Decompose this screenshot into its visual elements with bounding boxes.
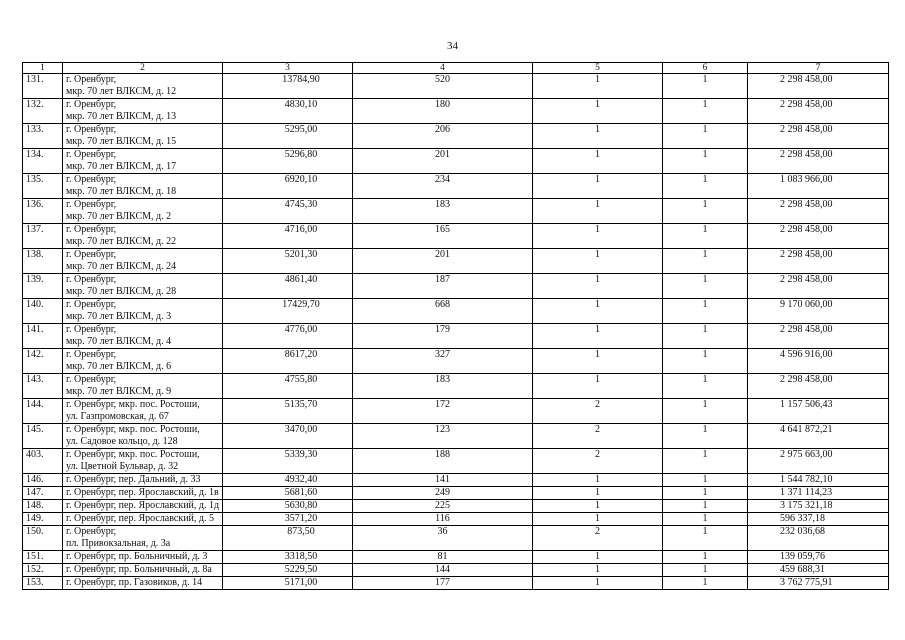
address-line-1: г. Оренбург, пр. Больничный, д. 8а	[66, 564, 212, 575]
column-6-cell: 1	[663, 199, 748, 224]
table-row	[23, 299, 889, 324]
column-5-cell: 1	[533, 274, 663, 299]
address-cell	[63, 149, 223, 174]
column-5-cell: 2	[533, 449, 663, 474]
address-cell	[63, 174, 223, 199]
address-line-2: ул. Садовое кольцо, д. 128	[66, 436, 178, 447]
sum-cell: 232 036,68	[748, 526, 889, 551]
address-cell	[63, 399, 223, 424]
sum-cell: 2 298 458,00	[748, 374, 889, 399]
row-number: 150.	[23, 526, 63, 551]
column-5-cell: 1	[533, 500, 663, 513]
table-row	[23, 424, 889, 449]
sum-cell: 2 298 458,00	[748, 199, 889, 224]
area-cell: 4830,10	[223, 99, 353, 124]
column-5-cell: 1	[533, 349, 663, 374]
column-6-cell: 1	[663, 424, 748, 449]
address-line-2: пл. Привокзальная, д. 3а	[66, 538, 171, 549]
count-cell: 668	[353, 299, 533, 324]
sum-cell: 2 298 458,00	[748, 149, 889, 174]
area-cell: 4861,40	[223, 274, 353, 299]
column-5-cell: 1	[533, 174, 663, 199]
page-number: 34	[447, 40, 458, 52]
count-cell: 81	[353, 551, 533, 564]
address-line-2: мкр. 70 лет ВЛКСМ, д. 22	[66, 236, 177, 247]
table-row	[23, 99, 889, 124]
address-line-2: мкр. 70 лет ВЛКСМ, д. 24	[66, 261, 177, 272]
address-line-1: г. Оренбург,	[66, 99, 117, 110]
row-number: 151.	[23, 551, 63, 564]
count-cell: 201	[353, 149, 533, 174]
address-line-1: г. Оренбург,	[66, 324, 117, 335]
sum-cell: 1 083 966,00	[748, 174, 889, 199]
address-line-1: г. Оренбург,	[66, 526, 117, 537]
address-line-1: г. Оренбург,	[66, 274, 117, 285]
address-line-1: г. Оренбург,	[66, 249, 117, 260]
table-row	[23, 551, 889, 564]
address-cell	[63, 374, 223, 399]
column-6-cell: 1	[663, 551, 748, 564]
address-cell	[63, 577, 223, 590]
count-cell: 327	[353, 349, 533, 374]
area-cell: 4755,80	[223, 374, 353, 399]
address-line-2: мкр. 70 лет ВЛКСМ, д. 9	[66, 386, 172, 397]
header-row	[23, 63, 889, 74]
area-cell: 3571,20	[223, 513, 353, 526]
area-cell: 8617,20	[223, 349, 353, 374]
address-cell	[63, 99, 223, 124]
column-6-cell: 1	[663, 149, 748, 174]
row-number: 137.	[23, 224, 63, 249]
table-row	[23, 374, 889, 399]
count-cell: 187	[353, 274, 533, 299]
sum-cell: 2 298 458,00	[748, 74, 889, 99]
address-cell	[63, 224, 223, 249]
address-line-1: г. Оренбург,	[66, 199, 117, 210]
row-number: 138.	[23, 249, 63, 274]
sum-cell: 2 298 458,00	[748, 324, 889, 349]
area-cell: 4776,00	[223, 324, 353, 349]
column-5-cell: 1	[533, 299, 663, 324]
column-5-cell: 1	[533, 249, 663, 274]
table-row	[23, 474, 889, 487]
column-6-cell: 1	[663, 274, 748, 299]
area-cell: 5229,50	[223, 564, 353, 577]
address-line-1: г. Оренбург, мкр. пос. Ростоши,	[66, 399, 200, 410]
address-line-2: мкр. 70 лет ВЛКСМ, д. 17	[66, 161, 177, 172]
column-5-cell: 2	[533, 399, 663, 424]
address-cell	[63, 249, 223, 274]
address-line-1: г. Оренбург,	[66, 174, 117, 185]
address-cell	[63, 74, 223, 99]
count-cell: 249	[353, 487, 533, 500]
row-number: 135.	[23, 174, 63, 199]
area-cell: 5171,00	[223, 577, 353, 590]
table-row	[23, 224, 889, 249]
sum-cell: 3 762 775,91	[748, 577, 889, 590]
count-cell: 520	[353, 74, 533, 99]
address-line-2: мкр. 70 лет ВЛКСМ, д. 3	[66, 311, 172, 322]
address-cell	[63, 526, 223, 551]
column-5-cell: 1	[533, 149, 663, 174]
row-number: 403.	[23, 449, 63, 474]
table-row	[23, 199, 889, 224]
column-6-cell: 1	[663, 324, 748, 349]
row-number: 140.	[23, 299, 63, 324]
header-cell-6: 6	[663, 63, 748, 74]
column-6-cell: 1	[663, 526, 748, 551]
count-cell: 36	[353, 526, 533, 551]
sum-cell: 1 544 782,10	[748, 474, 889, 487]
table-row	[23, 513, 889, 526]
address-cell	[63, 424, 223, 449]
address-line-1: г. Оренбург,	[66, 224, 117, 235]
sum-cell: 596 337,18	[748, 513, 889, 526]
sum-cell: 4 596 916,00	[748, 349, 889, 374]
address-cell	[63, 551, 223, 564]
table-row	[23, 149, 889, 174]
area-cell: 5295,00	[223, 124, 353, 149]
area-cell: 3318,50	[223, 551, 353, 564]
table-row	[23, 249, 889, 274]
row-number: 143.	[23, 374, 63, 399]
address-line-1: г. Оренбург, мкр. пос. Ростоши,	[66, 449, 200, 460]
column-6-cell: 1	[663, 124, 748, 149]
count-cell: 177	[353, 577, 533, 590]
count-cell: 225	[353, 500, 533, 513]
table-row	[23, 487, 889, 500]
header-cell-7: 7	[748, 63, 889, 74]
row-number: 145.	[23, 424, 63, 449]
count-cell: 144	[353, 564, 533, 577]
column-5-cell: 2	[533, 526, 663, 551]
address-cell	[63, 199, 223, 224]
address-line-1: г. Оренбург,	[66, 149, 117, 160]
area-cell: 5339,30	[223, 449, 353, 474]
area-cell: 4745,30	[223, 199, 353, 224]
column-6-cell: 1	[663, 577, 748, 590]
area-cell: 5201,30	[223, 249, 353, 274]
address-cell	[63, 487, 223, 500]
area-cell: 5681,60	[223, 487, 353, 500]
column-6-cell: 1	[663, 349, 748, 374]
table-row	[23, 500, 889, 513]
count-cell: 183	[353, 374, 533, 399]
sum-cell: 4 641 872,21	[748, 424, 889, 449]
table-row	[23, 324, 889, 349]
address-line-2: мкр. 70 лет ВЛКСМ, д. 2	[66, 211, 172, 222]
table-row	[23, 274, 889, 299]
address-line-2: мкр. 70 лет ВЛКСМ, д. 6	[66, 361, 172, 372]
address-line-1: г. Оренбург,	[66, 299, 117, 310]
address-line-1: г. Оренбург, пр. Газовиков, д. 14	[66, 577, 203, 588]
count-cell: 201	[353, 249, 533, 274]
sum-cell: 139 059,76	[748, 551, 889, 564]
column-6-cell: 1	[663, 99, 748, 124]
address-line-1: г. Оренбург, пер. Ярославский, д. 1д	[66, 500, 220, 511]
address-line-1: г. Оренбург, пер. Ярославский, д. 5	[66, 513, 214, 524]
count-cell: 116	[353, 513, 533, 526]
sum-cell: 2 298 458,00	[748, 99, 889, 124]
row-number: 134.	[23, 149, 63, 174]
sum-cell: 9 170 060,00	[748, 299, 889, 324]
row-number: 149.	[23, 513, 63, 526]
area-cell: 873,50	[223, 526, 353, 551]
area-cell: 5135,70	[223, 399, 353, 424]
address-line-2: ул. Цветной Бульвар, д. 32	[66, 461, 179, 472]
table-row	[23, 399, 889, 424]
area-cell: 6920,10	[223, 174, 353, 199]
sum-cell: 2 975 663,00	[748, 449, 889, 474]
column-6-cell: 1	[663, 299, 748, 324]
data-table	[22, 62, 889, 590]
address-cell	[63, 449, 223, 474]
header-cell-1: 1	[23, 63, 63, 74]
row-number: 132.	[23, 99, 63, 124]
row-number: 141.	[23, 324, 63, 349]
address-line-1: г. Оренбург, мкр. пос. Ростоши,	[66, 424, 200, 435]
column-6-cell: 1	[663, 564, 748, 577]
column-6-cell: 1	[663, 374, 748, 399]
table-row	[23, 349, 889, 374]
column-5-cell: 1	[533, 124, 663, 149]
address-cell	[63, 349, 223, 374]
address-cell	[63, 474, 223, 487]
table-row	[23, 526, 889, 551]
area-cell: 4932,40	[223, 474, 353, 487]
count-cell: 188	[353, 449, 533, 474]
column-5-cell: 1	[533, 74, 663, 99]
address-cell	[63, 324, 223, 349]
table-body	[23, 74, 889, 590]
column-6-cell: 1	[663, 474, 748, 487]
address-line-2: мкр. 70 лет ВЛКСМ, д. 28	[66, 286, 177, 297]
column-5-cell: 1	[533, 99, 663, 124]
row-number: 131.	[23, 74, 63, 99]
row-number: 152.	[23, 564, 63, 577]
address-line-1: г. Оренбург, пр. Больничный, д. 3	[66, 551, 208, 562]
address-line-2: мкр. 70 лет ВЛКСМ, д. 18	[66, 186, 177, 197]
address-line-1: г. Оренбург, пер. Дальний, д. 33	[66, 474, 201, 485]
row-number: 146.	[23, 474, 63, 487]
address-cell	[63, 500, 223, 513]
count-cell: 180	[353, 99, 533, 124]
count-cell: 234	[353, 174, 533, 199]
row-number: 144.	[23, 399, 63, 424]
column-6-cell: 1	[663, 249, 748, 274]
table-row	[23, 74, 889, 99]
column-5-cell: 1	[533, 199, 663, 224]
count-cell: 183	[353, 199, 533, 224]
column-5-cell: 1	[533, 577, 663, 590]
address-line-1: г. Оренбург,	[66, 74, 117, 85]
area-cell: 5630,80	[223, 500, 353, 513]
column-6-cell: 1	[663, 224, 748, 249]
sum-cell: 3 175 321,18	[748, 500, 889, 513]
address-cell	[63, 564, 223, 577]
column-5-cell: 1	[533, 474, 663, 487]
sum-cell: 2 298 458,00	[748, 224, 889, 249]
address-line-2: мкр. 70 лет ВЛКСМ, д. 4	[66, 336, 172, 347]
sum-cell: 2 298 458,00	[748, 274, 889, 299]
column-6-cell: 1	[663, 74, 748, 99]
column-6-cell: 1	[663, 399, 748, 424]
count-cell: 165	[353, 224, 533, 249]
table-row	[23, 174, 889, 199]
column-6-cell: 1	[663, 487, 748, 500]
row-number: 153.	[23, 577, 63, 590]
address-line-2: мкр. 70 лет ВЛКСМ, д. 13	[66, 111, 177, 122]
address-line-2: ул. Газпромовская, д. 67	[66, 411, 169, 422]
area-cell: 3470,00	[223, 424, 353, 449]
table-row	[23, 124, 889, 149]
table-row	[23, 449, 889, 474]
sum-cell: 459 688,31	[748, 564, 889, 577]
column-6-cell: 1	[663, 513, 748, 526]
count-cell: 141	[353, 474, 533, 487]
sum-cell: 1 157 506,43	[748, 399, 889, 424]
area-cell: 4716,00	[223, 224, 353, 249]
address-line-2: мкр. 70 лет ВЛКСМ, д. 15	[66, 136, 177, 147]
address-cell	[63, 124, 223, 149]
address-line-2: мкр. 70 лет ВЛКСМ, д. 12	[66, 86, 177, 97]
table-row	[23, 577, 889, 590]
area-cell: 13784,90	[223, 74, 353, 99]
sum-cell: 1 371 114,23	[748, 487, 889, 500]
column-6-cell: 1	[663, 449, 748, 474]
address-line-1: г. Оренбург,	[66, 124, 117, 135]
column-5-cell: 1	[533, 374, 663, 399]
address-line-1: г. Оренбург,	[66, 374, 117, 385]
sum-cell: 2 298 458,00	[748, 124, 889, 149]
count-cell: 179	[353, 324, 533, 349]
address-cell	[63, 299, 223, 324]
address-cell	[63, 274, 223, 299]
address-line-1: г. Оренбург, пер. Ярославский, д. 1в	[66, 487, 219, 498]
column-6-cell: 1	[663, 500, 748, 513]
column-5-cell: 1	[533, 551, 663, 564]
sum-cell: 2 298 458,00	[748, 249, 889, 274]
column-5-cell: 2	[533, 424, 663, 449]
table-row	[23, 564, 889, 577]
header-cell-2: 2	[63, 63, 223, 74]
header-cell-5: 5	[533, 63, 663, 74]
column-6-cell: 1	[663, 174, 748, 199]
header-cell-3: 3	[223, 63, 353, 74]
row-number: 147.	[23, 487, 63, 500]
address-line-1: г. Оренбург,	[66, 349, 117, 360]
row-number: 133.	[23, 124, 63, 149]
count-cell: 206	[353, 124, 533, 149]
column-5-cell: 1	[533, 224, 663, 249]
column-5-cell: 1	[533, 513, 663, 526]
row-number: 139.	[23, 274, 63, 299]
row-number: 142.	[23, 349, 63, 374]
area-cell: 5296,80	[223, 149, 353, 174]
address-cell	[63, 513, 223, 526]
area-cell: 17429,70	[223, 299, 353, 324]
header-cell-4: 4	[353, 63, 533, 74]
column-5-cell: 1	[533, 487, 663, 500]
column-5-cell: 1	[533, 564, 663, 577]
column-5-cell: 1	[533, 324, 663, 349]
row-number: 136.	[23, 199, 63, 224]
row-number: 148.	[23, 500, 63, 513]
count-cell: 123	[353, 424, 533, 449]
count-cell: 172	[353, 399, 533, 424]
